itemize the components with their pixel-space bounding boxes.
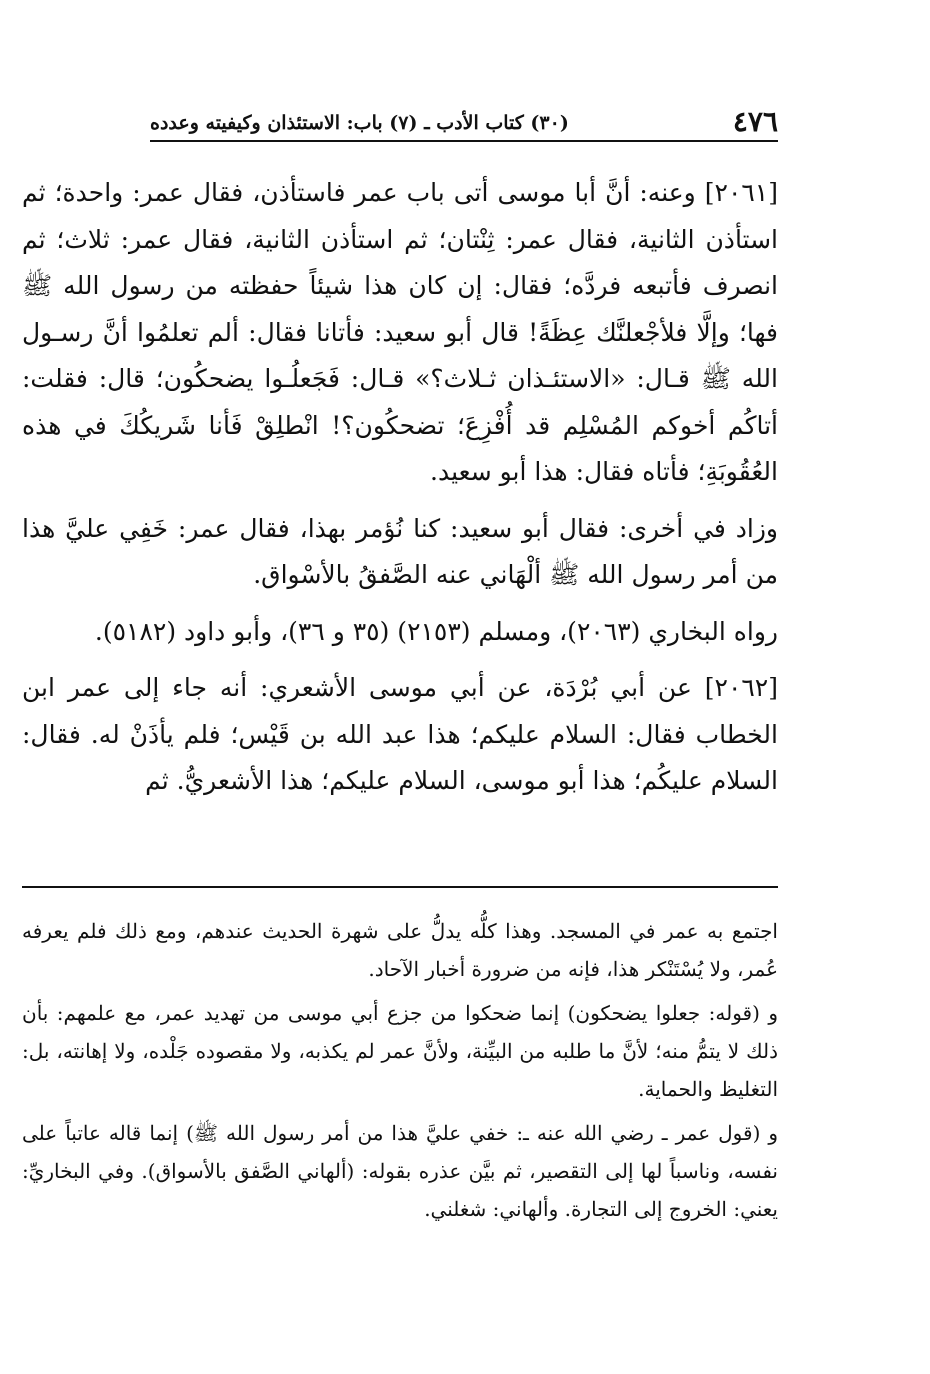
main-text [22, 170, 778, 815]
commentary-footnotes [22, 912, 778, 1234]
running-title: (٣٠) كتاب الأدب ـ (٧) باب: الاستئذان وكيفيته وعدده [150, 112, 569, 134]
hadith-2061-sources: رواه البخاري (٢٠٦٣)، ومسلم (٢١٥٣) (٣٥ و ٣٦)، وأبو داود (٥١٨٢). [94, 616, 778, 646]
footnote-divider [22, 886, 778, 888]
page-number: ٤٧٦ [732, 105, 778, 138]
footnote-paragraph: و (قوله: جعلوا يضحكون) إنما ضحكوا من جزع أبي موسى من تهديد عمر، مع علمهم: بأن ذلك لا يتمُّ منه؛ لأنَّ ما طلبه من البيِّنة، ولأنَّ عمر لم يكذبه، ولا مقصوده جَلْده، ولا إهانته، بل: التغليظ والحماية. [22, 1001, 778, 1101]
header-divider [150, 140, 778, 142]
footnote-paragraph: اجتمع به عمر في المسجد. وهذا كلُّه يدلُّ على شهرة الحديث عندهم، ومع ذلك فلم يعرفه عُمر، ولا يُسْتَنْكر هذا، فإنه من ضرورة أخبار الآحاد. [22, 919, 778, 981]
hadith-2061: [٢٠٦١] وعنه: أنَّ أبا موسى أتى باب عمر فاستأذن، فقال عمر: واحدة؛ ثم استأذن الثانية، فقال عمر: ثِنْتان؛ ثم استأذن الثانية، فقال عمر: ثلاث؛ ثم انصرف فأتبعه فردَّه؛ فقال: إن كان هذا شيئاً حفظته من رسول الله ﷺ فها؛ وإلَّا فلأجْعلنَّك عِظَةً! قال أبو سعيد: فأتانا فقال: ألم تعلمُوا أنَّ رسـول الله ﷺ قـال: «الاستئـذان ثـلاث؟» قـال: فَجَعلُـوا يضحكُون؛ قال: فقلت: أتاكُم أخوكم المُسْلِم قد أُفْزِعَ؛ تضحكُون؟! انْطلِقْ فَأنا شَريكُكَ في هذه العُقُوبَةِ؛ فأتاه فقال: هذا أبو سعيد. [22, 178, 778, 486]
page-header [150, 106, 778, 138]
hadith-2061-addition: وزاد في أخرى: فقال أبو سعيد: كنا نُؤمر بهذا، فقال عمر: خَفِي عليَّ هذا من أمر رسول الله ﷺ ألْهَاني عنه الصَّفقُ بالأسْواق. [22, 513, 778, 589]
hadith-2062: [٢٠٦٢] عن أبي بُرْدَة، عن أبي موسى الأشعري: أنه جاء إلى عمر ابن الخطاب فقال: السلام عليكم؛ هذا عبد الله بن قَيْس؛ فلم يأذَنْ له. فقال: السلام عليكُم؛ هذا أبو موسى، السلام عليكم؛ هذا الأشعريُّ. ثم [22, 673, 778, 795]
footnote-paragraph: و (قول عمر ـ رضي الله عنه ـ: خفي عليَّ هذا من أمر رسول الله ﷺ) إنما قاله عاتباً على نفسه، وناسباً لها إلى التقصير، ثم بيَّن عذره بقوله: (ألهاني الصَّفق بالأسواق). وفي البخاريِّ: يعني: الخروج إلى التجارة. وألهاني: شغلني. [22, 1121, 778, 1221]
